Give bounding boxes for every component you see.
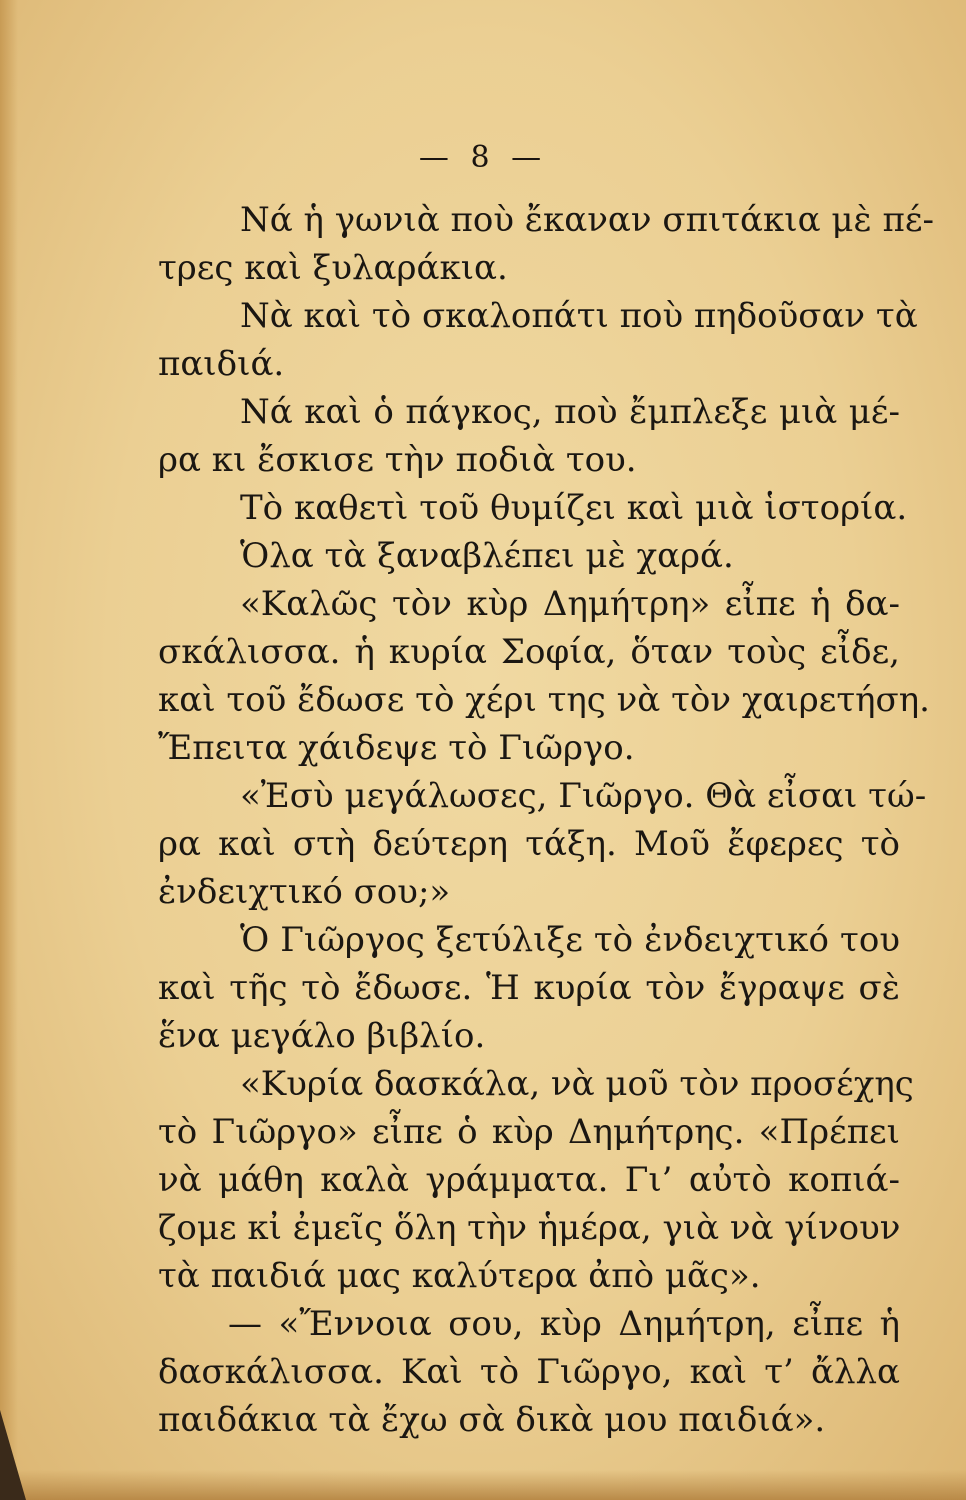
- text-line: καὶ τῆς τὸ ἔδωσε. Ἡ κυρία τὸν ἔγραψε σὲ: [158, 968, 900, 1008]
- text-line: παιδιά.: [158, 344, 285, 384]
- text-line: τὰ παιδιά μας καλύτερα ἀπὸ μᾶς».: [158, 1256, 761, 1296]
- text-line: «Κυρία δασκάλα, νὰ μοῦ τὸν προσέχης: [240, 1064, 914, 1104]
- text-line: τρες καὶ ξυλαράκια.: [158, 248, 508, 288]
- page-number: — 8 —: [418, 140, 548, 175]
- text-line: νὰ μάθη καλὰ γράμματα. Γι’ αὐτὸ κοπιά-: [158, 1160, 900, 1200]
- body-text: [158, 196, 934, 1444]
- text-line: Νά ἡ γωνιὰ ποὺ ἔκαναν σπιτάκια μὲ πέ-: [240, 200, 934, 240]
- text-line: Νὰ καὶ τὸ σκαλοπάτι ποὺ πηδοῦσαν τὰ: [240, 296, 918, 336]
- text-line: «Καλῶς τὸν κὺρ Δημήτρη» εἶπε ἡ δα-: [240, 584, 900, 624]
- text-line: ζομε κἰ ἐμεῖς ὅλη τὴν ἡμέρα, γιὰ νὰ γίνουν: [158, 1208, 901, 1248]
- text-line: ἕνα μεγάλο βιβλίο.: [158, 1016, 486, 1056]
- text-line: σκάλισσα. ἡ κυρία Σοφία, ὅταν τοὺς εἶδε,: [158, 632, 900, 672]
- text-line: καὶ τοῦ ἔδωσε τὸ χέρι της νὰ τὸν χαιρετήση.: [158, 680, 930, 720]
- text-line: Τὸ καθετὶ τοῦ θυμίζει καὶ μιὰ ἱστορία.: [240, 488, 908, 528]
- text-line: ἐνδειχτικό σου;»: [158, 872, 451, 912]
- text-line: δασκάλισσα. Καὶ τὸ Γιῶργο, καὶ τ’ ἄλλα: [158, 1352, 900, 1392]
- text-line: παιδάκια τὰ ἔχω σὰ δικὰ μου παιδιά».: [158, 1400, 826, 1440]
- page-torn-corner: [0, 1410, 26, 1500]
- page-left-edge: [0, 0, 18, 1500]
- page-bottom-edge: [0, 1470, 966, 1500]
- text-line: Ὁ Γιῶργος ξετύλιξε τὸ ἐνδειχτικό του: [240, 920, 900, 960]
- text-line: — «Ἔννοια σου, κὺρ Δημήτρη, εἶπε ἡ: [228, 1304, 900, 1344]
- text-line: ρα καὶ στὴ δεύτερη τάξη. Μοῦ ἔφερες τὸ: [158, 824, 900, 864]
- text-line: Ἔπειτα χάιδεψε τὸ Γιῶργο.: [158, 728, 635, 768]
- text-line: ρα κι ἔσκισε τὴν ποδιὰ του.: [158, 440, 637, 480]
- text-line: τὸ Γιῶργο» εἶπε ὁ κὺρ Δημήτρης. «Πρέπει: [158, 1112, 900, 1152]
- text-line: Ὁλα τὰ ξαναβλέπει μὲ χαρά.: [240, 536, 734, 576]
- text-line: «Ἐσὺ μεγάλωσες, Γιῶργο. Θὰ εἶσαι τώ-: [240, 776, 927, 816]
- text-line: Νά καὶ ὁ πάγκος, ποὺ ἔμπλεξε μιὰ μέ-: [240, 392, 900, 432]
